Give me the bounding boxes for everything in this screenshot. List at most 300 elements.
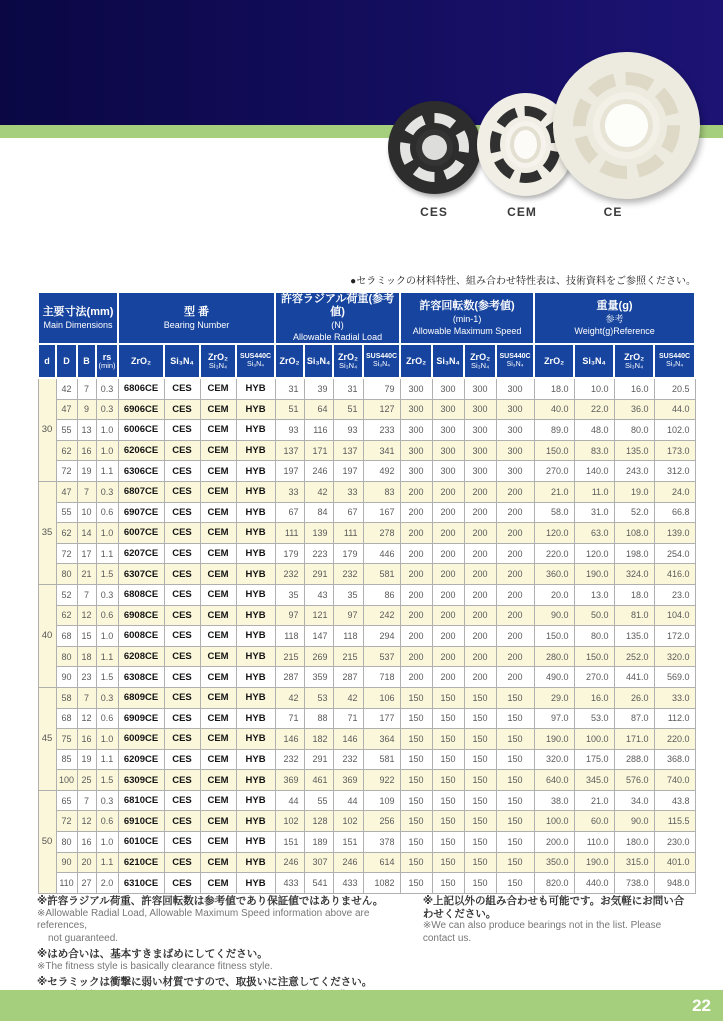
cell-weight: 10.0	[574, 378, 614, 399]
cell-width: 15	[77, 626, 96, 647]
cell-weight: 33.0	[654, 687, 695, 708]
cell-bearing-type: CES	[164, 440, 200, 461]
cell-radial-load: 55	[304, 790, 333, 811]
column-header: Si₃N₄	[574, 344, 614, 378]
cell-outer-diameter: 100	[56, 770, 77, 791]
cell-max-speed: 300	[400, 461, 432, 482]
footnote-line: ※はめ合いは、基本すきまばめにしてください。	[37, 948, 268, 960]
bearing-bore	[600, 99, 653, 152]
cell-radial-load: 33	[275, 481, 304, 502]
table-row	[38, 770, 695, 791]
table-header	[38, 292, 695, 378]
cell-outer-diameter: 90	[56, 667, 77, 688]
cell-width: 23	[77, 667, 96, 688]
cell-max-speed: 150	[464, 811, 496, 832]
cell-bearing-number: 6308CE	[118, 667, 164, 688]
column-header: SUS440C Si₃N₄	[236, 344, 275, 378]
cell-radial-load: 242	[363, 605, 400, 626]
cell-radial-load: 71	[275, 708, 304, 729]
cell-bearing-type: CES	[164, 852, 200, 873]
cell-weight: 320.0	[654, 646, 695, 667]
cell-bearing-number: 6906CE	[118, 399, 164, 420]
cell-chamfer: 0.3	[96, 378, 118, 399]
cell-max-speed: 150	[400, 708, 432, 729]
cell-bearing-type: CEM	[200, 749, 236, 770]
column-group-header: 型 番 Bearing Number	[118, 292, 275, 344]
cell-weight: 198.0	[614, 543, 654, 564]
cell-max-speed: 150	[496, 749, 534, 770]
cell-max-speed: 150	[496, 687, 534, 708]
cell-radial-load: 118	[333, 626, 363, 647]
cell-width: 16	[77, 729, 96, 750]
column-group-header: 主要寸法(mm) Main Dimensions	[38, 292, 118, 344]
table-row	[38, 667, 695, 688]
cell-max-speed: 150	[432, 729, 464, 750]
cell-weight: 288.0	[614, 749, 654, 770]
cell-weight: 108.0	[614, 523, 654, 544]
cell-width: 12	[77, 605, 96, 626]
cell-radial-load: 223	[304, 543, 333, 564]
cell-bearing-type: CEM	[200, 852, 236, 873]
cell-radial-load: 232	[333, 749, 363, 770]
cell-bearing-type: CES	[164, 770, 200, 791]
cell-bearing-number: 6807CE	[118, 481, 164, 502]
cell-weight: 270.0	[534, 461, 574, 482]
cell-radial-load: 39	[304, 378, 333, 399]
cell-bearing-number: 6907CE	[118, 502, 164, 523]
cell-bearing-number: 6307CE	[118, 564, 164, 585]
cell-radial-load: 433	[333, 873, 363, 894]
cell-bearing-type: CES	[164, 626, 200, 647]
cell-bearing-number: 6809CE	[118, 687, 164, 708]
cell-weight: 345.0	[574, 770, 614, 791]
cell-bearing-number: 6208CE	[118, 646, 164, 667]
cell-radial-load: 215	[275, 646, 304, 667]
cell-max-speed: 300	[432, 440, 464, 461]
cell-max-speed: 300	[464, 420, 496, 441]
table-row	[38, 729, 695, 750]
cell-outer-diameter: 62	[56, 605, 77, 626]
column-header: SUS440C Si₃N₄	[654, 344, 695, 378]
cell-max-speed: 300	[400, 420, 432, 441]
cell-bearing-type: HYB	[236, 461, 275, 482]
cell-max-speed: 150	[464, 708, 496, 729]
bearing-bore	[510, 126, 541, 163]
footnotes	[37, 895, 694, 1001]
cell-radial-load: 118	[275, 626, 304, 647]
column-header: SUS440C Si₃N₄	[496, 344, 534, 378]
cell-max-speed: 150	[464, 687, 496, 708]
table-row	[38, 502, 695, 523]
cell-bearing-type: CEM	[200, 667, 236, 688]
cell-weight: 738.0	[614, 873, 654, 894]
cell-max-speed: 200	[400, 543, 432, 564]
table-row	[38, 852, 695, 873]
column-header: ZrO₂ Si₃N₄	[614, 344, 654, 378]
cell-chamfer: 0.6	[96, 811, 118, 832]
cell-chamfer: 1.0	[96, 626, 118, 647]
cell-bearing-type: HYB	[236, 646, 275, 667]
cell-max-speed: 300	[496, 420, 534, 441]
cell-max-speed: 300	[496, 399, 534, 420]
cell-weight: 135.0	[614, 626, 654, 647]
cell-outer-diameter: 55	[56, 420, 77, 441]
cell-outer-diameter: 90	[56, 852, 77, 873]
cell-radial-load: 246	[275, 852, 304, 873]
bearing-spec-table	[37, 291, 696, 894]
cell-radial-load: 146	[275, 729, 304, 750]
column-header: ZrO₂ Si₃N₄	[464, 344, 496, 378]
cell-outer-diameter: 80	[56, 832, 77, 853]
footnotes-right	[423, 895, 694, 1001]
cell-chamfer: 1.1	[96, 646, 118, 667]
cell-weight: 87.0	[614, 708, 654, 729]
cell-chamfer: 1.0	[96, 440, 118, 461]
column-header: Si₃N₄	[432, 344, 464, 378]
cell-max-speed: 150	[432, 708, 464, 729]
table-row	[38, 605, 695, 626]
cell-outer-diameter: 47	[56, 481, 77, 502]
cell-max-speed: 150	[400, 852, 432, 873]
cell-weight: 90.0	[614, 811, 654, 832]
cell-width: 19	[77, 749, 96, 770]
cell-max-speed: 200	[400, 646, 432, 667]
cell-bearing-type: CES	[164, 790, 200, 811]
cell-radial-load: 581	[363, 749, 400, 770]
cell-bearing-number: 6309CE	[118, 770, 164, 791]
column-header: ZrO₂	[275, 344, 304, 378]
cell-weight: 315.0	[614, 852, 654, 873]
column-header: Si₃N₄	[164, 344, 200, 378]
column-header: d	[38, 344, 56, 378]
cell-radial-load: 291	[304, 564, 333, 585]
table-row	[38, 440, 695, 461]
table-row	[38, 523, 695, 544]
cell-max-speed: 150	[464, 749, 496, 770]
cell-width: 16	[77, 440, 96, 461]
cell-weight: 576.0	[614, 770, 654, 791]
cell-weight: 21.0	[574, 790, 614, 811]
cell-bearing-type: CEM	[200, 873, 236, 894]
cell-bearing-type: CEM	[200, 646, 236, 667]
cell-max-speed: 200	[400, 564, 432, 585]
cell-max-speed: 150	[432, 687, 464, 708]
cell-weight: 22.0	[574, 399, 614, 420]
cell-radial-load: 581	[363, 564, 400, 585]
cell-max-speed: 200	[496, 502, 534, 523]
cell-max-speed: 150	[496, 729, 534, 750]
cell-bearing-type: CEM	[200, 440, 236, 461]
cell-max-speed: 150	[496, 873, 534, 894]
cell-weight: 139.0	[654, 523, 695, 544]
cell-radial-load: 369	[275, 770, 304, 791]
cell-max-speed: 300	[496, 461, 534, 482]
bearing-bore	[422, 135, 447, 160]
cell-radial-load: 121	[304, 605, 333, 626]
cell-weight: 401.0	[654, 852, 695, 873]
cell-radial-load: 171	[304, 440, 333, 461]
table-row	[38, 564, 695, 585]
column-header: ZrO₂	[118, 344, 164, 378]
cell-max-speed: 200	[496, 626, 534, 647]
cell-radial-load: 287	[333, 667, 363, 688]
cell-outer-diameter: 58	[56, 687, 77, 708]
cell-weight: 48.0	[574, 420, 614, 441]
cell-bore-diameter: 45	[38, 687, 56, 790]
cell-chamfer: 1.0	[96, 729, 118, 750]
cell-radial-load: 31	[333, 378, 363, 399]
cell-max-speed: 200	[464, 626, 496, 647]
cell-bearing-type: CEM	[200, 584, 236, 605]
cell-bearing-type: CEM	[200, 481, 236, 502]
cell-weight: 490.0	[534, 667, 574, 688]
column-header: D	[56, 344, 77, 378]
cell-bearing-type: HYB	[236, 729, 275, 750]
cell-weight: 135.0	[614, 440, 654, 461]
cell-max-speed: 300	[432, 420, 464, 441]
cell-width: 27	[77, 873, 96, 894]
cell-radial-load: 179	[333, 543, 363, 564]
cell-weight: 180.0	[614, 832, 654, 853]
cell-bearing-type: HYB	[236, 687, 275, 708]
cell-bearing-number: 6010CE	[118, 832, 164, 853]
column-header: ZrO₂ Si₃N₄	[333, 344, 363, 378]
cell-outer-diameter: 80	[56, 646, 77, 667]
cell-bearing-type: HYB	[236, 440, 275, 461]
cell-radial-load: 97	[333, 605, 363, 626]
cell-max-speed: 150	[432, 811, 464, 832]
cell-bearing-number: 6909CE	[118, 708, 164, 729]
cell-weight: 441.0	[614, 667, 654, 688]
cell-weight: 66.8	[654, 502, 695, 523]
cell-weight: 220.0	[654, 729, 695, 750]
cell-weight: 20.0	[534, 584, 574, 605]
cell-bearing-type: HYB	[236, 832, 275, 853]
table-row	[38, 626, 695, 647]
cell-weight: 19.0	[614, 481, 654, 502]
cell-radial-load: 232	[275, 749, 304, 770]
cell-bearing-number: 6008CE	[118, 626, 164, 647]
cell-bearing-type: CES	[164, 729, 200, 750]
cell-width: 10	[77, 502, 96, 523]
table-row	[38, 481, 695, 502]
cell-bearing-type: CEM	[200, 605, 236, 626]
column-header: rs (min)	[96, 344, 118, 378]
cell-weight: 16.0	[574, 687, 614, 708]
cell-outer-diameter: 80	[56, 564, 77, 585]
footnote-line: not guaranteed.	[48, 932, 119, 944]
cell-radial-load: 922	[363, 770, 400, 791]
cell-bearing-type: CEM	[200, 770, 236, 791]
cell-max-speed: 300	[432, 378, 464, 399]
cell-radial-load: 287	[275, 667, 304, 688]
cell-bearing-type: CES	[164, 378, 200, 399]
cell-bearing-type: CEM	[200, 461, 236, 482]
cell-radial-load: 109	[363, 790, 400, 811]
cell-radial-load: 718	[363, 667, 400, 688]
cell-max-speed: 200	[496, 667, 534, 688]
column-header: ZrO₂	[400, 344, 432, 378]
table-row	[38, 790, 695, 811]
cell-weight: 360.0	[534, 564, 574, 585]
cell-weight: 80.0	[614, 420, 654, 441]
cell-weight: 81.0	[614, 605, 654, 626]
cell-bearing-type: CEM	[200, 399, 236, 420]
cell-weight: 569.0	[654, 667, 695, 688]
cell-radial-load: 232	[275, 564, 304, 585]
cell-max-speed: 150	[400, 811, 432, 832]
cell-bearing-type: HYB	[236, 626, 275, 647]
cell-radial-load: 116	[304, 420, 333, 441]
cell-radial-load: 246	[333, 852, 363, 873]
cell-radial-load: 541	[304, 873, 333, 894]
cell-width: 19	[77, 461, 96, 482]
cell-radial-load: 33	[333, 481, 363, 502]
cell-radial-load: 197	[333, 461, 363, 482]
cell-bearing-type: CEM	[200, 502, 236, 523]
cell-max-speed: 200	[496, 543, 534, 564]
cell-max-speed: 200	[464, 502, 496, 523]
cell-weight: 58.0	[534, 502, 574, 523]
cell-max-speed: 200	[496, 646, 534, 667]
cell-max-speed: 200	[464, 564, 496, 585]
cell-max-speed: 200	[496, 481, 534, 502]
cell-max-speed: 200	[464, 523, 496, 544]
reference-note: ●セラミックの材料特性、組み合わせ特性表は、技術資料をご参照ください。	[350, 276, 696, 287]
table-row	[38, 543, 695, 564]
cell-max-speed: 300	[464, 399, 496, 420]
cell-weight: 120.0	[574, 543, 614, 564]
cell-radial-load: 189	[304, 832, 333, 853]
cell-outer-diameter: 110	[56, 873, 77, 894]
table-row	[38, 873, 695, 894]
cell-weight: 320.0	[534, 749, 574, 770]
cell-weight: 115.5	[654, 811, 695, 832]
cell-radial-load: 35	[275, 584, 304, 605]
cell-weight: 740.0	[654, 770, 695, 791]
cell-max-speed: 150	[496, 770, 534, 791]
cell-max-speed: 150	[432, 749, 464, 770]
bearing-label-ce: CE	[603, 205, 623, 219]
cell-weight: 53.0	[574, 708, 614, 729]
cell-radial-load: 67	[333, 502, 363, 523]
cell-radial-load: 146	[333, 729, 363, 750]
cell-outer-diameter: 52	[56, 584, 77, 605]
cell-max-speed: 150	[464, 873, 496, 894]
cell-chamfer: 0.6	[96, 605, 118, 626]
cell-bearing-type: CES	[164, 543, 200, 564]
cell-weight: 36.0	[614, 399, 654, 420]
cell-weight: 150.0	[534, 440, 574, 461]
footnotes-left	[37, 895, 421, 1001]
cell-bearing-type: CEM	[200, 564, 236, 585]
cell-radial-load: 256	[363, 811, 400, 832]
cell-chamfer: 1.5	[96, 667, 118, 688]
cell-weight: 254.0	[654, 543, 695, 564]
cell-radial-load: 151	[333, 832, 363, 853]
cell-weight: 24.0	[654, 481, 695, 502]
cell-width: 14	[77, 523, 96, 544]
cell-bearing-type: HYB	[236, 811, 275, 832]
cell-weight: 102.0	[654, 420, 695, 441]
cell-bearing-type: HYB	[236, 543, 275, 564]
cell-weight: 230.0	[654, 832, 695, 853]
cell-radial-load: 492	[363, 461, 400, 482]
cell-weight: 63.0	[574, 523, 614, 544]
cell-outer-diameter: 72	[56, 543, 77, 564]
cell-chamfer: 1.5	[96, 564, 118, 585]
cell-width: 7	[77, 687, 96, 708]
cell-weight: 60.0	[574, 811, 614, 832]
cell-width: 16	[77, 832, 96, 853]
cell-weight: 150.0	[574, 646, 614, 667]
cell-weight: 120.0	[534, 523, 574, 544]
cell-weight: 104.0	[654, 605, 695, 626]
header-group-row	[38, 292, 695, 344]
bearing-photo-ces	[388, 101, 481, 194]
cell-weight: 110.0	[574, 832, 614, 853]
cell-chamfer: 0.6	[96, 502, 118, 523]
column-header: Si₃N₄	[304, 344, 333, 378]
cell-bearing-number: 6006CE	[118, 420, 164, 441]
cell-weight: 29.0	[534, 687, 574, 708]
cell-radial-load: 42	[304, 481, 333, 502]
cell-bearing-type: HYB	[236, 502, 275, 523]
cell-bearing-type: HYB	[236, 420, 275, 441]
cell-bearing-number: 6210CE	[118, 852, 164, 873]
cell-outer-diameter: 72	[56, 811, 77, 832]
cell-bearing-type: CES	[164, 420, 200, 441]
cell-radial-load: 83	[363, 481, 400, 502]
cell-bearing-number: 6806CE	[118, 378, 164, 399]
cell-radial-load: 42	[275, 687, 304, 708]
cell-weight: 18.0	[614, 584, 654, 605]
cell-max-speed: 300	[496, 440, 534, 461]
cell-radial-load: 359	[304, 667, 333, 688]
cell-outer-diameter: 85	[56, 749, 77, 770]
cell-bearing-number: 6310CE	[118, 873, 164, 894]
cell-radial-load: 31	[275, 378, 304, 399]
cell-radial-load: 291	[304, 749, 333, 770]
cell-radial-load: 139	[304, 523, 333, 544]
column-header: B	[77, 344, 96, 378]
footnote-line: ※許容ラジアル荷重、許容回転数は参考値であり保証値ではありません。	[37, 895, 384, 907]
cell-max-speed: 200	[464, 646, 496, 667]
cell-weight: 172.0	[654, 626, 695, 647]
cell-max-speed: 200	[432, 502, 464, 523]
cell-bearing-type: CEM	[200, 378, 236, 399]
cell-max-speed: 200	[400, 667, 432, 688]
cell-max-speed: 200	[464, 481, 496, 502]
header-sub-row	[38, 344, 695, 378]
cell-weight: 243.0	[614, 461, 654, 482]
cell-max-speed: 200	[464, 667, 496, 688]
cell-bearing-type: CES	[164, 646, 200, 667]
cell-bearing-type: CES	[164, 708, 200, 729]
table-row	[38, 584, 695, 605]
cell-width: 7	[77, 481, 96, 502]
cell-outer-diameter: 47	[56, 399, 77, 420]
cell-radial-load: 233	[363, 420, 400, 441]
cell-outer-diameter: 55	[56, 502, 77, 523]
cell-bearing-number: 6808CE	[118, 584, 164, 605]
cell-max-speed: 150	[496, 811, 534, 832]
table-row	[38, 399, 695, 420]
cell-bore-diameter: 30	[38, 378, 56, 481]
cell-outer-diameter: 65	[56, 790, 77, 811]
cell-max-speed: 200	[496, 584, 534, 605]
cell-radial-load: 111	[275, 523, 304, 544]
